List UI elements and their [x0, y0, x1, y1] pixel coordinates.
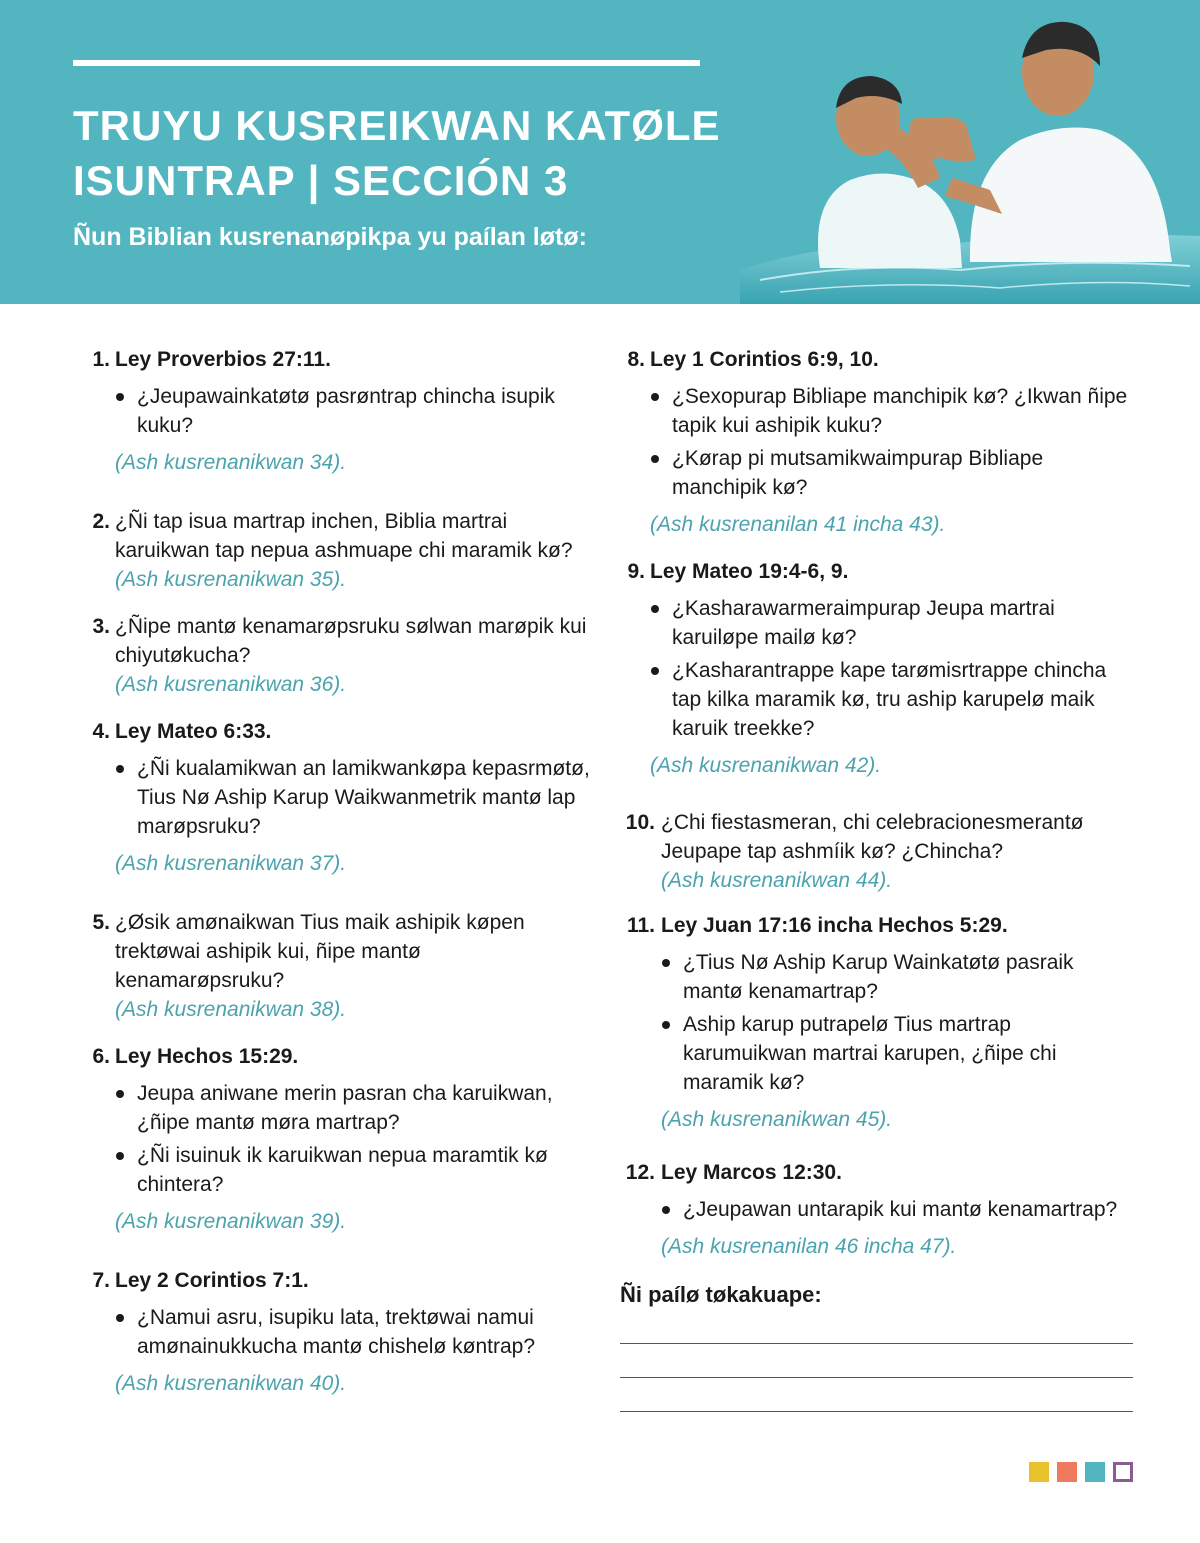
title-line-2: ISUNTRAP | SECCIÓN 3	[73, 157, 569, 204]
question-heading: Ley 1 Corintios 6:9, 10.	[650, 348, 879, 371]
reference-link[interactable]: (Ash kusrenanikwan 40).	[115, 1372, 347, 1395]
question-heading: Ley 2 Corintios 7:1.	[115, 1269, 309, 1292]
reference-link[interactable]: (Ash kusrenanikwan 37).	[115, 852, 347, 875]
question-bullet: ¿Jeupawan untarapik kui mantø kenamartrap?	[683, 1195, 1135, 1224]
question-bullet: ¿Namui asru, isupiku lata, trektøwai namui amønainukkucha mantø chishelø køntrap?	[137, 1303, 590, 1361]
question-heading: Ley Marcos 12:30.	[661, 1161, 842, 1184]
header-rule	[73, 60, 700, 66]
question-heading: ¿Chi fiestasmeran, chi celebracionesmerantø Jeupape tap ashmíik kø? ¿Chincha?	[661, 811, 1084, 863]
question-number: 7.	[92, 1269, 110, 1292]
reference-link[interactable]: (Ash kusrenanikwan 45).	[661, 1108, 893, 1131]
question-bullets	[650, 382, 1135, 502]
question-number: 10.	[625, 811, 655, 834]
question-item	[615, 808, 1135, 895]
question-number: 1.	[92, 348, 110, 371]
question-number: 12.	[625, 1161, 655, 1184]
question-heading: ¿Øsik amønaikwan Tius maik ashipik køpen trektøwai ashipik kui, ñipe mantø kenamarøpsruku?	[115, 911, 525, 992]
question-bullets	[115, 1079, 590, 1199]
question-heading: ¿Ñipe mantø kenamarøpsruku sølwan marøpik kui chiyutøkucha?	[115, 615, 587, 667]
question-number: 9.	[627, 560, 645, 583]
question-bullet: Aship karup putrapelø Tius martrap karumuikwan martrai karupen, ¿ñipe chi maramik kø?	[683, 1010, 1135, 1097]
reference-link[interactable]: (Ash kusrenanikwan 35).	[115, 568, 347, 591]
question-item	[80, 612, 590, 699]
reference-link[interactable]: (Ash kusrenanikwan 38).	[115, 998, 347, 1021]
question-number: 3.	[92, 615, 110, 638]
notes-label: Ñi paílø tøkakuape:	[620, 1282, 822, 1307]
note-line[interactable]	[620, 1377, 1133, 1378]
notes-section	[620, 1280, 1133, 1412]
question-bullet: ¿Kasharawarmeraimpurap Jeupa martrai karuiløpe mailø kø?	[672, 594, 1135, 652]
question-bullets	[115, 754, 590, 841]
question-number: 2.	[92, 510, 110, 533]
outlined-square	[1113, 1462, 1133, 1482]
reference-link[interactable]: (Ash kusrenanikwan 39).	[115, 1210, 347, 1233]
question-bullet: ¿Ñi isuinuk ik karuikwan nepua maramtik kø chintera?	[137, 1141, 590, 1199]
question-item	[80, 1042, 590, 1236]
baptism-illustration	[740, 0, 1200, 304]
note-line[interactable]	[620, 1411, 1133, 1412]
question-item	[615, 557, 1135, 780]
question-number: 11.	[626, 914, 655, 937]
question-number: 5.	[92, 911, 110, 934]
question-item	[615, 1158, 1135, 1261]
questions-column-right	[615, 340, 1135, 1261]
question-bullet: ¿Sexopurap Bibliape manchipik kø? ¿Ikwan ñipe tapik kui ashipik kuku?	[672, 382, 1135, 440]
question-item	[80, 1266, 590, 1398]
question-bullets	[661, 948, 1135, 1097]
question-item	[615, 911, 1135, 1134]
question-heading: Ley Juan 17:16 incha Hechos 5:29.	[661, 914, 1008, 937]
question-item	[80, 908, 590, 1024]
question-bullets	[115, 382, 590, 440]
reference-link[interactable]: (Ash kusrenanilan 41 incha 43).	[650, 513, 946, 536]
reference-link[interactable]: (Ash kusrenanikwan 44).	[661, 869, 893, 892]
question-bullets	[661, 1195, 1135, 1224]
question-number: 8.	[627, 348, 645, 371]
question-heading: Ley Mateo 19:4-6, 9.	[650, 560, 849, 583]
teal-square	[1085, 1462, 1105, 1482]
note-line[interactable]	[620, 1343, 1133, 1344]
question-bullets	[115, 1303, 590, 1361]
reference-link[interactable]: (Ash kusrenanikwan 42).	[650, 754, 882, 777]
reference-link[interactable]: (Ash kusrenanikwan 36).	[115, 673, 347, 696]
orange-square	[1057, 1462, 1077, 1482]
question-bullet: ¿Kørap pi mutsamikwaimpurap Bibliape manchipik kø?	[672, 444, 1135, 502]
question-number: 6.	[92, 1045, 110, 1068]
question-bullet: ¿Tius Nø Aship Karup Wainkatøtø pasraik mantø kenamartrap?	[683, 948, 1135, 1006]
question-heading: Ley Hechos 15:29.	[115, 1045, 299, 1068]
question-number: 4.	[92, 720, 110, 743]
reference-link[interactable]: (Ash kusrenanikwan 34).	[115, 451, 347, 474]
questions-column-left	[80, 340, 590, 1398]
yellow-square	[1029, 1462, 1049, 1482]
reference-link[interactable]: (Ash kusrenanilan 46 incha 47).	[661, 1235, 957, 1258]
question-heading: Ley Mateo 6:33.	[115, 720, 272, 743]
question-heading: ¿Ñi tap isua martrap inchen, Biblia martrai karuikwan tap nepua ashmuape chi maramik kø?	[115, 510, 573, 562]
title-line-1: TRUYU KUSREIKWAN KATØLE	[73, 102, 721, 149]
page-title	[73, 98, 773, 208]
page-subtitle: Ñun Biblian kusrenanøpikpa yu paílan løtø:	[73, 223, 587, 251]
question-item	[80, 507, 590, 594]
question-bullet: ¿Jeupawainkatøtø pasrøntrap chincha isupik kuku?	[137, 382, 590, 440]
question-bullet: ¿Kasharantrappe kape tarømisrtrappe chincha tap kilka maramik kø, tru aship karupelø maik karuik treekke?	[672, 656, 1135, 743]
question-item	[80, 717, 590, 878]
question-item	[615, 345, 1135, 539]
question-heading: Ley Proverbios 27:11.	[115, 348, 331, 371]
header-banner	[0, 0, 1200, 304]
question-bullet: Jeupa aniwane merin pasran cha karuikwan, ¿ñipe mantø møra martrap?	[137, 1079, 590, 1137]
question-bullet: ¿Ñi kualamikwan an lamikwankøpa kepasrmøtø, Tius Nø Aship Karup Waikwanmetrik mantø lap marøpsruku?	[137, 754, 590, 841]
question-item	[80, 345, 590, 477]
question-bullets	[650, 594, 1135, 743]
